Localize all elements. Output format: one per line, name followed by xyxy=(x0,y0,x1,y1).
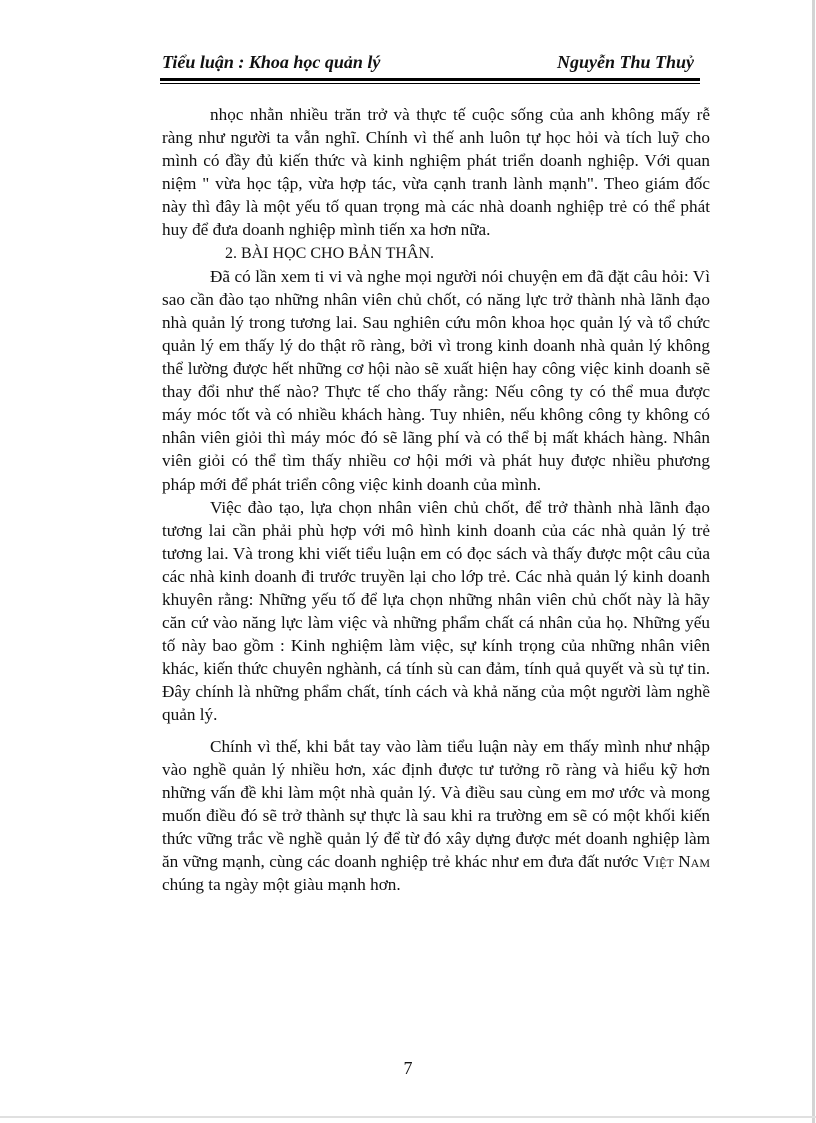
section-heading-2: 2. BÀI HỌC CHO BẢN THÂN. xyxy=(225,244,435,262)
page-edge-right xyxy=(812,0,815,1123)
page-header xyxy=(160,50,700,80)
paragraph-1: nhọc nhằn nhiều trăn trở và thực tế cuộc sống của anh không mấy rễ ràng như người ta vẫn nghĩ. Chính vì thế anh luôn tự học hỏi và tích luỹ cho mình có đầy đủ kiến thức và kinh nghiệm phát triển doanh nghiệp. Với quan niệm " vừa học tập, vừa hợp tác, vừa cạnh tranh lành mạnh". Theo giám đốc này thì đây là một yếu tố quan trọng mà các nhà doanh nghiệp trẻ có thể phát huy để đưa doanh nghiệp mình tiến xa hơn nữa. xyxy=(162,105,710,240)
paragraph-4-text-start: Chính vì thế, khi bắt tay vào làm tiểu luận này em thấy mình như nhập vào nghề quản lý nhiều hơn, xác định được tư tưởng rõ ràng và hiểu kỹ hơn những vấn đề khi làm một nhà quản lý. Và điều sau cùng em mơ ước và mong muốn điều đó sẽ trở thành sự thực là sau khi ra trường em sẽ có một khối kiến thức vững trắc về nghề quản lý để từ đó xây dựng được mét doanh nghiệp làm ăn vững mạnh, cùng các doanh nghiệp trẻ khác như em đưa đất nước xyxy=(162,736,710,871)
page-edge-bottom xyxy=(0,1116,816,1118)
paragraph-4-text-end: chúng ta ngày một giàu mạnh hơn. xyxy=(162,875,401,895)
header-author: Nguyễn Thu Thuỷ xyxy=(556,52,694,72)
country-name: Việt Nam xyxy=(642,852,710,871)
paragraph-3: Việc đào tạo, lựa chọn nhân viên chủ chốt, để trở thành nhà lãnh đạo tương lai cần phải phù hợp với mô hình kinh doanh của các nhà quản lý trẻ tương lai. Và trong khi viết tiểu luận em có đọc sách và thấy được một câu của các nhà kinh doanh đi trước truyền lại cho lớp trẻ. Các nhà quản lý kinh doanh khuyên rằng: Những yếu tố để lựa chọn những nhân viên chủ chốt này là hãy căn cứ vào năng lực làm việc và những phẩm chất cá nhân của họ. Những yếu tố này bao gồm : Kinh nghiệm làm việc, sự kính trọng của những nhân viên khác, kiến thức chuyên nghành, cá tính sù can đảm, tính quả quyết và sù tự tin. Đây chính là những phẩm chất, tính cách và khả năng của một người làm nghề quản lý. xyxy=(162,497,710,725)
header-rule-thin xyxy=(160,83,700,84)
paragraph-2: Đã có lần xem ti vi và nghe mọi người nói chuyện em đã đặt câu hỏi: Vì sao cần đào tạo những nhân viên chủ chốt, có năng lực trở thành nhà lãnh đạo nhà quản lý trong tương lai. Sau nghiên cứu môn khoa học quản lý và tổ chức quản lý em thấy lý do thật rõ ràng, bởi vì trong kinh doanh nhà quản lý không thể lường được hết những cơ hội nào sẽ xuất hiện hay công việc kinh doanh sẽ thay đổi như thế nào? Thực tế cho thấy rằng: Nếu công ty có thể mua được máy móc tốt và có nhiều khách hàng. Tuy nhiên, nếu không công ty không có nhân viên giỏi thì máy móc đó sẽ lãng phí và có thể bị mất khách hàng. Nhân viên giỏi có thể tìm thấy nhiều cơ hội mới và phát huy được nhiều phương pháp mới để phát triển công việc kinh doanh của mình. xyxy=(162,266,710,494)
header-rule-thick xyxy=(160,78,700,81)
document-body xyxy=(162,103,710,896)
header-title: Tiểu luận : Khoa học quản lý xyxy=(162,52,381,72)
page-number: 7 xyxy=(403,1058,413,1078)
paragraph-4 xyxy=(162,735,710,897)
